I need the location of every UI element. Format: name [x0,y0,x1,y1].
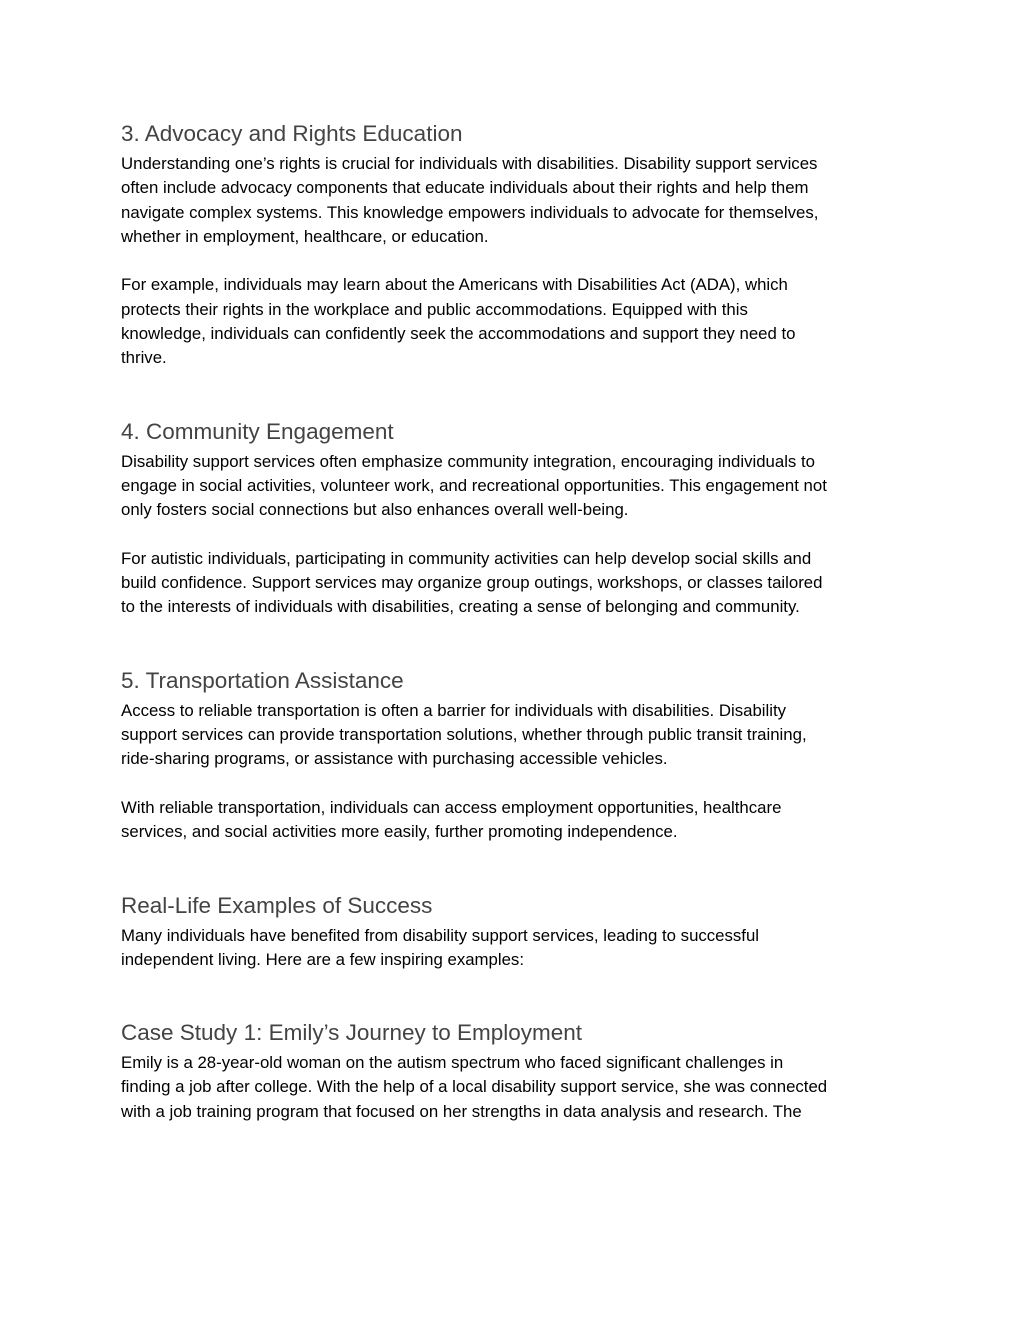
paragraph: With reliable transportation, individuals can access employment opportunities, healthcare services, and social activities more easily, further promoting independence. [121,797,782,842]
section-heading: Case Study 1: Emily’s Journey to Employment [121,1020,583,1046]
paragraph: Disability support services often emphasize community integration, encouraging individuals to engage in social activities, volunteer work, and recreational opportunities. This engagement not only fosters social connections but also enhances overall well-being. [121,451,827,520]
paragraph: For autistic individuals, participating in community activities can help develop social skills and build confidence. Support services may organize group outings, workshops, or classes tailored to the interests of individuals with disabilities, creating a sense of belonging and community. [121,548,823,617]
section-heading: 4. Community Engagement [121,418,394,444]
document-body [121,118,901,1124]
paragraph: Understanding one’s rights is crucial for individuals with disabilities. Disability support services often include advocacy components that educate individuals about their rights and help them navigate complex systems. This knowledge empowers individuals to advocate for themselves, whether in employment, healthcare, or education. [121,154,819,246]
paragraph: For example, individuals may learn about the Americans with Disabilities Act (ADA), which protects their rights in the workplace and public accommodations. Equipped with this knowledge, individuals can confidently seek the accommodations and support they need to thrive. [121,275,796,368]
section-advocacy-rights [121,118,901,371]
paragraph: Emily is a 28-year-old woman on the autism spectrum who faced significant challenges in finding a job after college. With the help of a local disability support service, she was connected with a job training program that focused on her strengths in data analysis and research. The [121,1053,828,1121]
paragraph: Many individuals have benefited from disability support services, leading to successful independent living. Here are a few inspiring examples: [121,925,760,969]
section-case-study-1 [121,1017,901,1124]
section-transportation-assistance [121,665,901,845]
paragraph: Access to reliable transportation is often a barrier for individuals with disabilities. Disability support services can provide transportation solutions, whether through public transit training, ride-sharing programs, or assistance with purchasing accessible vehicles. [121,700,807,769]
section-heading: Real-Life Examples of Success [121,892,433,918]
section-heading: 5. Transportation Assistance [121,667,404,693]
section-heading: 3. Advocacy and Rights Education [121,121,463,146]
section-community-engagement [121,416,901,620]
section-real-life-examples [121,890,901,973]
